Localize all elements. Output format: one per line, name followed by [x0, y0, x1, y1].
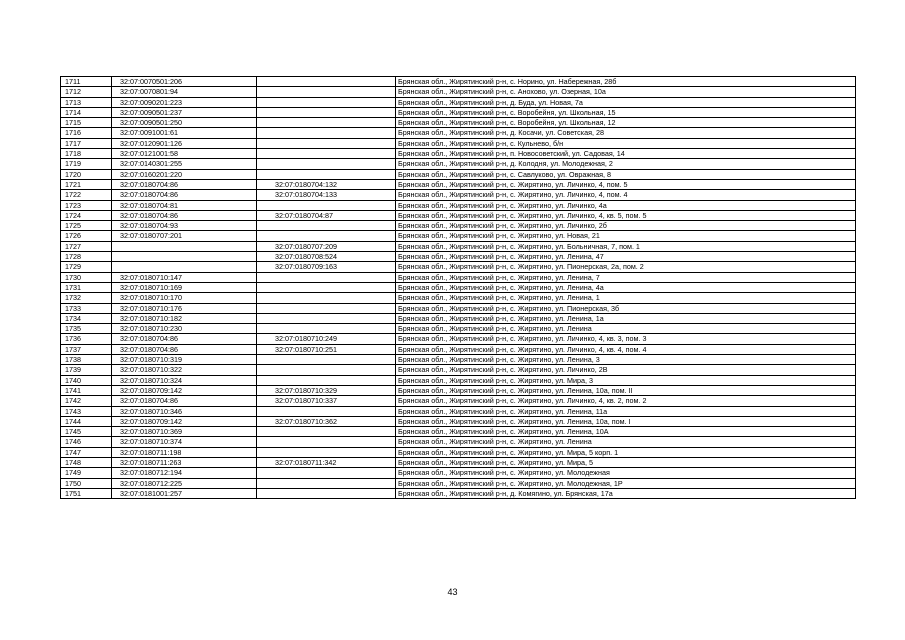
- premises-cadastral-number-cell: 32:07:0180711:342: [257, 457, 396, 467]
- address-cell: Брянская обл., Жирятинский р-н, с. Жирятино, ул. Ленина, 10а, пом. II: [396, 385, 856, 395]
- cadastral-number-cell: 32:07:0180710:176: [112, 303, 257, 313]
- row-number-cell: 1725: [61, 221, 112, 231]
- row-number-cell: 1726: [61, 231, 112, 241]
- table-row: [61, 159, 856, 169]
- table-row: [61, 169, 856, 179]
- row-number-cell: 1730: [61, 272, 112, 282]
- cadastral-number-cell: 32:07:0180710:346: [112, 406, 257, 416]
- cadastral-number-cell: 32:07:0180709:142: [112, 385, 257, 395]
- address-cell: Брянская обл., Жирятинский р-н, с. Жирятино, ул. Молодежная: [396, 468, 856, 478]
- table-row: [61, 97, 856, 107]
- address-cell: Брянская обл., Жирятинский р-н, с. Жирятино, ул. Мира, 3: [396, 375, 856, 385]
- premises-cadastral-number-cell: 32:07:0180708:524: [257, 252, 396, 262]
- address-cell: Брянская обл., Жирятинский р-н, с. Жирятино, ул. Личинко, 4а: [396, 200, 856, 210]
- row-number-cell: 1735: [61, 324, 112, 334]
- row-number-cell: 1714: [61, 107, 112, 117]
- address-cell: Брянская обл., Жирятинский р-н, с. Жирятино, ул. Мира, 5: [396, 457, 856, 467]
- table-row: [61, 262, 856, 272]
- premises-cadastral-number-cell: [257, 159, 396, 169]
- row-number-cell: 1736: [61, 334, 112, 344]
- row-number-cell: 1720: [61, 169, 112, 179]
- row-number-cell: 1716: [61, 128, 112, 138]
- address-cell: Брянская обл., Жирятинский р-н, д. Буда, ул. Новая, 7а: [396, 97, 856, 107]
- premises-cadastral-number-cell: [257, 118, 396, 128]
- table-row: [61, 427, 856, 437]
- cadastral-number-cell: [112, 252, 257, 262]
- premises-cadastral-number-cell: [257, 128, 396, 138]
- cadastral-number-cell: 32:07:0180712:194: [112, 468, 257, 478]
- address-cell: Брянская обл., Жирятинский р-н, с. Жирятино, ул. Ленина: [396, 324, 856, 334]
- cadastral-number-cell: 32:07:0090501:237: [112, 107, 257, 117]
- row-number-cell: 1731: [61, 282, 112, 292]
- table-row: [61, 221, 856, 231]
- cadastral-number-cell: 32:07:0180710:374: [112, 437, 257, 447]
- table-row: [61, 324, 856, 334]
- cadastral-number-cell: 32:07:0180710:182: [112, 313, 257, 323]
- table-row: [61, 344, 856, 354]
- row-number-cell: 1722: [61, 190, 112, 200]
- premises-cadastral-number-cell: [257, 488, 396, 498]
- row-number-cell: 1711: [61, 77, 112, 87]
- cadastral-number-cell: 32:07:0180704:86: [112, 179, 257, 189]
- cadastral-number-cell: 32:07:0180710:147: [112, 272, 257, 282]
- cadastral-number-cell: 32:07:0180707:201: [112, 231, 257, 241]
- cadastral-number-cell: 32:07:0180704:86: [112, 396, 257, 406]
- address-cell: Брянская обл., Жирятинский р-н, с. Анохово, ул. Озерная, 10а: [396, 87, 856, 97]
- table-row: [61, 437, 856, 447]
- premises-cadastral-number-cell: [257, 221, 396, 231]
- row-number-cell: 1732: [61, 293, 112, 303]
- premises-cadastral-number-cell: [257, 355, 396, 365]
- address-cell: Брянская обл., Жирятинский р-н, с. Жирятино, ул. Ленина, 10А: [396, 427, 856, 437]
- premises-cadastral-number-cell: 32:07:0180710:337: [257, 396, 396, 406]
- address-cell: Брянская обл., Жирятинский р-н, с. Кульнево, б/н: [396, 138, 856, 148]
- table-row: [61, 107, 856, 117]
- premises-cadastral-number-cell: [257, 87, 396, 97]
- premises-cadastral-number-cell: [257, 468, 396, 478]
- address-cell: Брянская обл., Жирятинский р-н, с. Савлуково, ул. Овражная, 8: [396, 169, 856, 179]
- table-row: [61, 303, 856, 313]
- cadastral-number-cell: 32:07:0070501:206: [112, 77, 257, 87]
- address-cell: Брянская обл., Жирятинский р-н, с. Жирятино, ул. Новая, 21: [396, 231, 856, 241]
- table-row: [61, 231, 856, 241]
- address-cell: Брянская обл., Жирятинский р-н, с. Жирятино, ул. Личинко, 4, пом. 4: [396, 190, 856, 200]
- table-row: [61, 118, 856, 128]
- table-row: [61, 478, 856, 488]
- cadastral-number-cell: 32:07:0120901:126: [112, 138, 257, 148]
- address-cell: Брянская обл., Жирятинский р-н, с. Жирятино, ул. Личинко, 4, кв. 3, пом. 3: [396, 334, 856, 344]
- row-number-cell: 1719: [61, 159, 112, 169]
- premises-cadastral-number-cell: [257, 427, 396, 437]
- premises-cadastral-number-cell: [257, 282, 396, 292]
- row-number-cell: 1741: [61, 385, 112, 395]
- cadastral-number-cell: 32:07:0140301:255: [112, 159, 257, 169]
- row-number-cell: 1751: [61, 488, 112, 498]
- table-row: [61, 293, 856, 303]
- premises-cadastral-number-cell: [257, 406, 396, 416]
- address-cell: Брянская обл., Жирятинский р-н, с. Жирятино, ул. Ленина, 11а: [396, 406, 856, 416]
- row-number-cell: 1747: [61, 447, 112, 457]
- table-row: [61, 447, 856, 457]
- address-cell: Брянская обл., Жирятинский р-н, д. Колодня, ул. Молодежная, 2: [396, 159, 856, 169]
- premises-cadastral-number-cell: [257, 272, 396, 282]
- address-cell: Брянская обл., Жирятинский р-н, с. Жирятино, ул. Личинко, 2б: [396, 221, 856, 231]
- premises-cadastral-number-cell: [257, 324, 396, 334]
- address-cell: Брянская обл., Жирятинский р-н, с. Жирятино, ул. Мира, 5 корп. 1: [396, 447, 856, 457]
- address-cell: Брянская обл., Жирятинский р-н, д. Комягино, ул. Брянская, 17а: [396, 488, 856, 498]
- premises-cadastral-number-cell: 32:07:0180710:251: [257, 344, 396, 354]
- row-number-cell: 1744: [61, 416, 112, 426]
- address-cell: Брянская обл., Жирятинский р-н, п. Новосоветский, ул. Садовая, 14: [396, 149, 856, 159]
- table-row: [61, 396, 856, 406]
- cadastral-number-cell: 32:07:0180704:86: [112, 334, 257, 344]
- premises-cadastral-number-cell: 32:07:0180707:209: [257, 241, 396, 251]
- address-cell: Брянская обл., Жирятинский р-н, с. Воробейня, ул. Школьная, 15: [396, 107, 856, 117]
- cadastral-number-cell: [112, 262, 257, 272]
- table-body: [61, 77, 856, 499]
- address-cell: Брянская обл., Жирятинский р-н, с. Жирятино, ул. Больничная, 7, пом. 1: [396, 241, 856, 251]
- row-number-cell: 1738: [61, 355, 112, 365]
- cadastral-number-cell: 32:07:0180710:169: [112, 282, 257, 292]
- address-cell: Брянская обл., Жирятинский р-н, с. Жирятино, ул. Ленина: [396, 437, 856, 447]
- address-cell: Брянская обл., Жирятинский р-н, с. Жирятино, ул. Личинко, 4, кв. 5, пом. 5: [396, 210, 856, 220]
- cadastral-number-cell: 32:07:0180704:86: [112, 344, 257, 354]
- cadastral-number-cell: 32:07:0121001:58: [112, 149, 257, 159]
- address-cell: Брянская обл., Жирятинский р-н, с. Жирятино, ул. Ленина, 10а, пом. I: [396, 416, 856, 426]
- address-cell: Брянская обл., Жирятинский р-н, с. Жирятино, ул. Пионерская, 2а, пом. 2: [396, 262, 856, 272]
- table-row: [61, 87, 856, 97]
- table-row: [61, 457, 856, 467]
- table-row: [61, 365, 856, 375]
- table-row: [61, 128, 856, 138]
- table-row: [61, 241, 856, 251]
- cadastral-number-cell: 32:07:0180712:225: [112, 478, 257, 488]
- table-row: [61, 282, 856, 292]
- table-row: [61, 334, 856, 344]
- table-row: [61, 272, 856, 282]
- row-number-cell: 1743: [61, 406, 112, 416]
- cadastral-number-cell: 32:07:0180711:263: [112, 457, 257, 467]
- premises-cadastral-number-cell: [257, 97, 396, 107]
- address-cell: Брянская обл., Жирятинский р-н, с. Жирятино, ул. Ленина, 7: [396, 272, 856, 282]
- cadastral-number-cell: 32:07:0180710:230: [112, 324, 257, 334]
- cadastral-number-cell: 32:07:0091001:61: [112, 128, 257, 138]
- table-row: [61, 416, 856, 426]
- row-number-cell: 1742: [61, 396, 112, 406]
- premises-cadastral-number-cell: 32:07:0180709:163: [257, 262, 396, 272]
- table-row: [61, 77, 856, 87]
- table-row: [61, 138, 856, 148]
- cadastral-number-cell: 32:07:0090201:223: [112, 97, 257, 107]
- row-number-cell: 1721: [61, 179, 112, 189]
- row-number-cell: 1737: [61, 344, 112, 354]
- table-row: [61, 179, 856, 189]
- premises-cadastral-number-cell: [257, 437, 396, 447]
- premises-cadastral-number-cell: [257, 303, 396, 313]
- address-cell: Брянская обл., Жирятинский р-н, с. Жирятино, ул. Ленина, 47: [396, 252, 856, 262]
- address-cell: Брянская обл., Жирятинский р-н, с. Воробейня, ул. Школьная, 12: [396, 118, 856, 128]
- address-cell: Брянская обл., Жирятинский р-н, с. Жирятино, ул. Ленина, 1: [396, 293, 856, 303]
- premises-cadastral-number-cell: [257, 478, 396, 488]
- premises-cadastral-number-cell: [257, 77, 396, 87]
- cadastral-number-cell: 32:07:0180704:86: [112, 190, 257, 200]
- cadastral-number-cell: 32:07:0180704:81: [112, 200, 257, 210]
- cadastral-number-cell: 32:07:0180710:170: [112, 293, 257, 303]
- cadastral-number-cell: 32:07:0180711:198: [112, 447, 257, 457]
- row-number-cell: 1715: [61, 118, 112, 128]
- cadastral-number-cell: 32:07:0180704:93: [112, 221, 257, 231]
- address-cell: Брянская обл., Жирятинский р-н, с. Жирятино, ул. Ленина, 1а: [396, 313, 856, 323]
- property-register-table: [60, 76, 856, 499]
- cadastral-number-cell: 32:07:0180704:86: [112, 210, 257, 220]
- premises-cadastral-number-cell: [257, 149, 396, 159]
- row-number-cell: 1712: [61, 87, 112, 97]
- row-number-cell: 1724: [61, 210, 112, 220]
- document-page: [60, 76, 856, 499]
- table-row: [61, 385, 856, 395]
- cadastral-number-cell: 32:07:0181001:257: [112, 488, 257, 498]
- premises-cadastral-number-cell: [257, 107, 396, 117]
- row-number-cell: 1733: [61, 303, 112, 313]
- address-cell: Брянская обл., Жирятинский р-н, с. Жирятино, ул. Ленина, 3: [396, 355, 856, 365]
- row-number-cell: 1718: [61, 149, 112, 159]
- cadastral-number-cell: 32:07:0180710:324: [112, 375, 257, 385]
- cadastral-number-cell: 32:07:0180709:142: [112, 416, 257, 426]
- cadastral-number-cell: 32:07:0070801:94: [112, 87, 257, 97]
- premises-cadastral-number-cell: 32:07:0180704:133: [257, 190, 396, 200]
- address-cell: Брянская обл., Жирятинский р-н, с. Жирятино, ул. Личинко, 4, пом. 5: [396, 179, 856, 189]
- premises-cadastral-number-cell: [257, 447, 396, 457]
- table-row: [61, 488, 856, 498]
- table-row: [61, 252, 856, 262]
- page-number: 43: [447, 587, 458, 597]
- premises-cadastral-number-cell: 32:07:0180704:132: [257, 179, 396, 189]
- address-cell: Брянская обл., Жирятинский р-н, д. Косачи, ул. Советская, 28: [396, 128, 856, 138]
- table-row: [61, 200, 856, 210]
- row-number-cell: 1749: [61, 468, 112, 478]
- premises-cadastral-number-cell: [257, 365, 396, 375]
- row-number-cell: 1734: [61, 313, 112, 323]
- row-number-cell: 1748: [61, 457, 112, 467]
- address-cell: Брянская обл., Жирятинский р-н, с. Жирятино, ул. Ленина, 4а: [396, 282, 856, 292]
- premises-cadastral-number-cell: 32:07:0180704:87: [257, 210, 396, 220]
- premises-cadastral-number-cell: [257, 231, 396, 241]
- row-number-cell: 1728: [61, 252, 112, 262]
- premises-cadastral-number-cell: [257, 375, 396, 385]
- address-cell: Брянская обл., Жирятинский р-н, с. Жирятино, ул. Личинко, 2В: [396, 365, 856, 375]
- premises-cadastral-number-cell: [257, 313, 396, 323]
- row-number-cell: 1746: [61, 437, 112, 447]
- address-cell: Брянская обл., Жирятинский р-н, с. Жирятино, ул. Личинко, 4, кв. 2, пом. 2: [396, 396, 856, 406]
- address-cell: Брянская обл., Жирятинский р-н, с. Жирятино, ул. Личинко, 4, кв. 4, пом. 4: [396, 344, 856, 354]
- row-number-cell: 1713: [61, 97, 112, 107]
- premises-cadastral-number-cell: 32:07:0180710:362: [257, 416, 396, 426]
- table-row: [61, 355, 856, 365]
- cadastral-number-cell: 32:07:0180710:319: [112, 355, 257, 365]
- table-row: [61, 406, 856, 416]
- premises-cadastral-number-cell: [257, 200, 396, 210]
- row-number-cell: 1717: [61, 138, 112, 148]
- table-row: [61, 313, 856, 323]
- premises-cadastral-number-cell: [257, 293, 396, 303]
- table-row: [61, 210, 856, 220]
- cadastral-number-cell: 32:07:0180710:369: [112, 427, 257, 437]
- premises-cadastral-number-cell: 32:07:0180710:329: [257, 385, 396, 395]
- table-row: [61, 468, 856, 478]
- table-row: [61, 149, 856, 159]
- cadastral-number-cell: 32:07:0180710:322: [112, 365, 257, 375]
- row-number-cell: 1723: [61, 200, 112, 210]
- row-number-cell: 1745: [61, 427, 112, 437]
- row-number-cell: 1739: [61, 365, 112, 375]
- address-cell: Брянская обл., Жирятинский р-н, с. Норино, ул. Набережная, 28б: [396, 77, 856, 87]
- address-cell: Брянская обл., Жирятинский р-н, с. Жирятино, ул. Пионерская, 3б: [396, 303, 856, 313]
- premises-cadastral-number-cell: [257, 169, 396, 179]
- row-number-cell: 1750: [61, 478, 112, 488]
- row-number-cell: 1740: [61, 375, 112, 385]
- cadastral-number-cell: 32:07:0090501:250: [112, 118, 257, 128]
- row-number-cell: 1729: [61, 262, 112, 272]
- table-row: [61, 375, 856, 385]
- cadastral-number-cell: 32:07:0160201:220: [112, 169, 257, 179]
- row-number-cell: 1727: [61, 241, 112, 251]
- cadastral-number-cell: [112, 241, 257, 251]
- premises-cadastral-number-cell: [257, 138, 396, 148]
- table-row: [61, 190, 856, 200]
- address-cell: Брянская обл., Жирятинский р-н, с. Жирятино, ул. Молодежная, 1Р: [396, 478, 856, 488]
- premises-cadastral-number-cell: 32:07:0180710:249: [257, 334, 396, 344]
